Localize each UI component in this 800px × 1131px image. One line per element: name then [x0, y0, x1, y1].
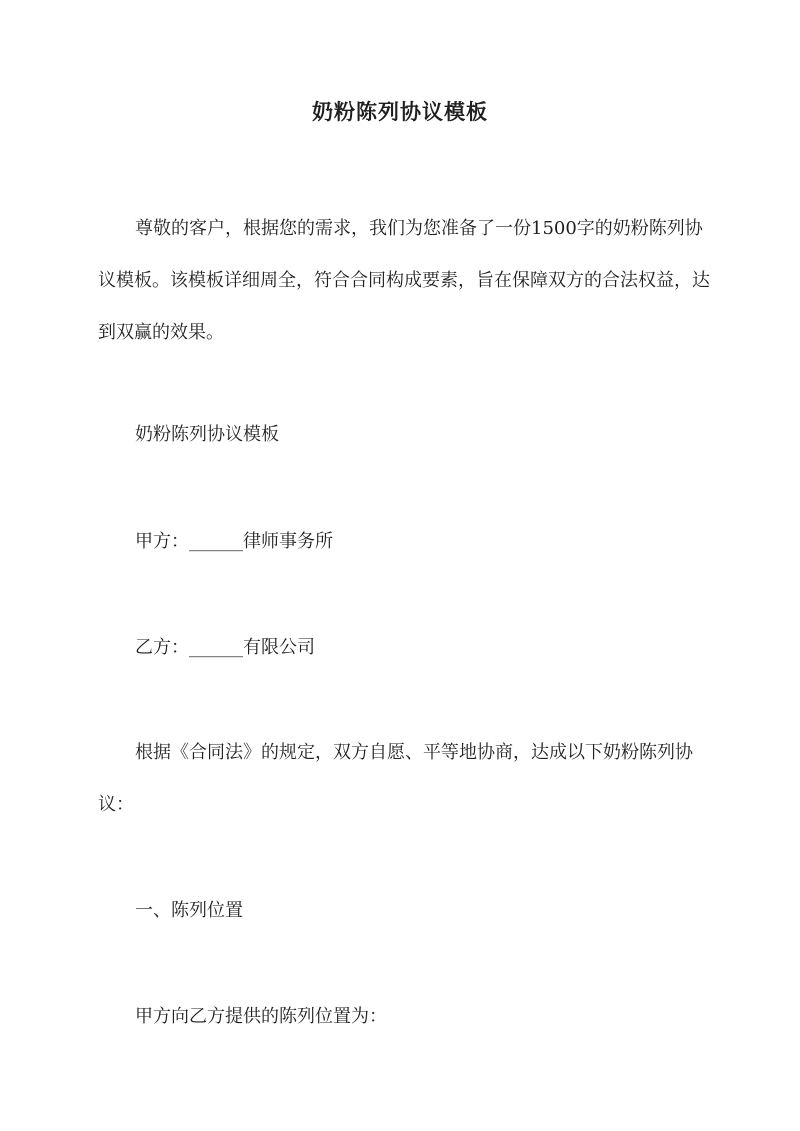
legal-basis-paragraph: 根据《合同法》的规定，双方自愿、平等地协商，达成以下奶粉陈列协议：	[98, 742, 693, 815]
position-paragraph: 甲方向乙方提供的陈列位置为：	[135, 1006, 387, 1027]
document-title: 奶粉陈列协议模板	[312, 99, 488, 124]
section-1-heading: 一、陈列位置	[135, 900, 243, 921]
intro-paragraph: 尊敬的客户，根据您的需求，我们为您准备了一份1500字的奶粉陈列协议模板。该模板详细周全，符合合同构成要素，旨在保障双方的合法权益，达到双赢的效果。	[98, 218, 710, 343]
party-a-line: 甲方：______律师事务所	[135, 531, 333, 552]
party-b-line: 乙方：______有限公司	[135, 637, 315, 658]
template-name-line: 奶粉陈列协议模板	[135, 424, 279, 445]
